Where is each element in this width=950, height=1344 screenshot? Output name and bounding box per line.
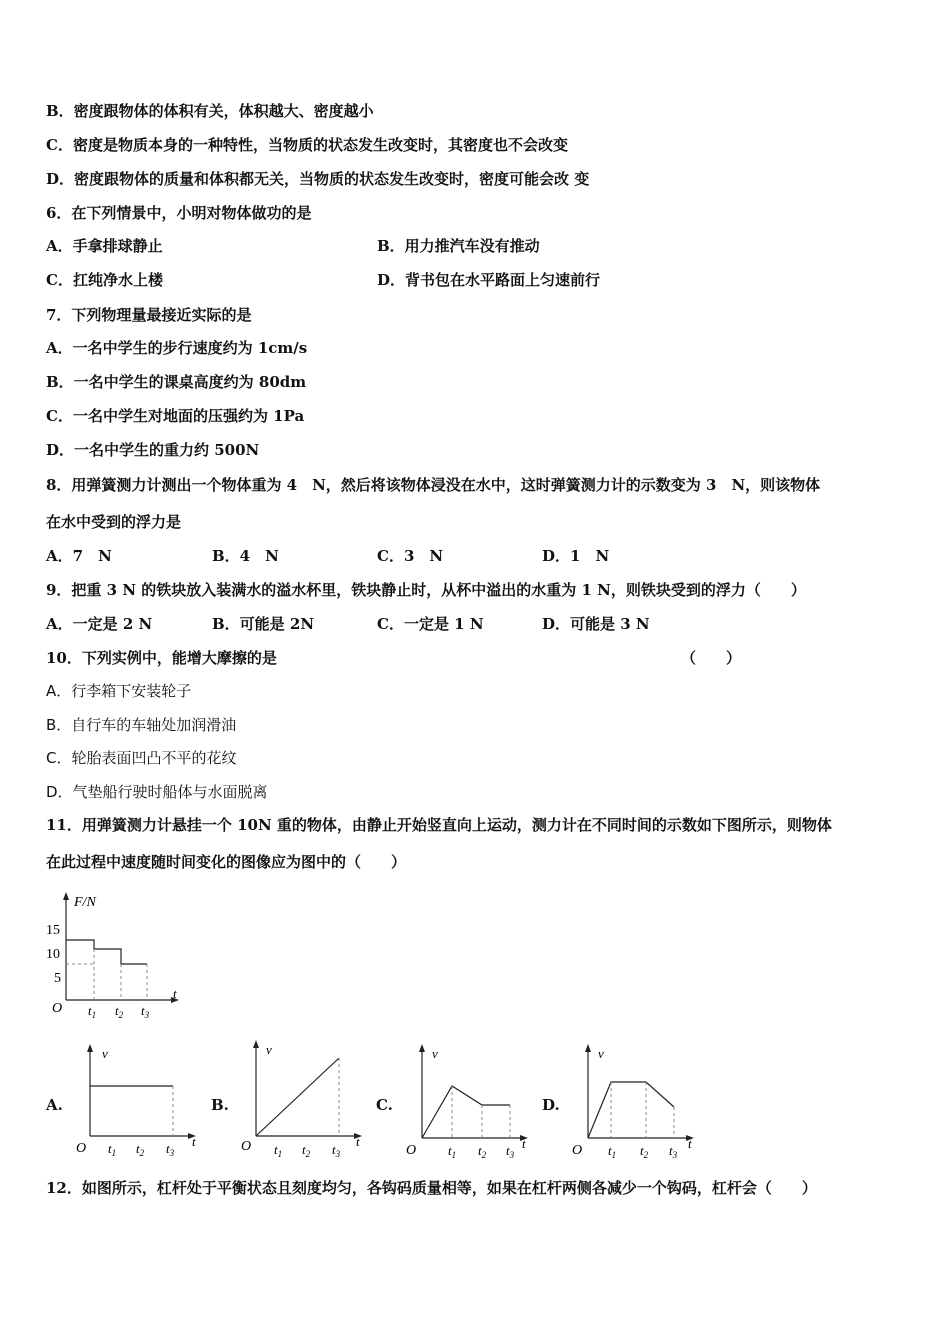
q8-stem-line1: 8．用弹簧测力计测出一个物体重为 4 N，然后将该物体浸没在水中，这时弹簧测力计的示数变为 3 N，则该物体: [46, 476, 821, 494]
velocity-graph-b[interactable]: [236, 1036, 371, 1165]
y-tick-5: 5: [54, 971, 61, 986]
q9-option-c: C．一定是 1 N: [377, 615, 484, 633]
q10-option-b: B．自行车的车轴处加润滑油: [46, 716, 237, 734]
velocity-curve: [256, 1058, 339, 1136]
y-axis-label: F/N: [74, 895, 96, 910]
x-axis-label: t: [173, 986, 177, 1001]
q9-option-d: D．可能是 3 N: [542, 615, 650, 633]
q5-option-d: D．密度跟物体的质量和体积都无关，当物质的状态发生改变时，密度可能会改 变: [46, 170, 590, 188]
t2-tick: $t_2$: [136, 1141, 145, 1158]
v-axis-label: v: [266, 1042, 272, 1057]
t3-tick: $t_3$: [506, 1143, 515, 1160]
q10-option-a: A．行李箱下安装轮子: [46, 682, 192, 700]
v-axis-arrow: [585, 1044, 591, 1052]
q8-option-d: D．1 N: [542, 547, 610, 565]
q7-option-c: C．一名中学生对地面的压强约为 1Pa: [46, 407, 305, 425]
y-tick-10: 10: [46, 947, 60, 962]
q7-option-d: D．一名中学生的重力约 500N: [46, 441, 260, 459]
origin-label: O: [406, 1143, 417, 1158]
q11-option-d-label: D.: [542, 1096, 560, 1114]
q11-stem-line1: 11．用弹簧测力计悬挂一个 10N 重的物体，由静止开始竖直向上运动，测力计在不同时间的示数如下图所示，则物体: [46, 816, 832, 834]
origin-label: O: [572, 1143, 583, 1158]
t1-tick: $t_1$: [88, 1003, 97, 1020]
t1-tick: $t_1$: [108, 1141, 117, 1158]
v-axis-arrow: [419, 1044, 425, 1052]
q6-option-a: A．手拿排球静止: [46, 237, 163, 255]
q8-option-c: C．3 N: [377, 547, 444, 565]
q6-option-b: B．用力推汽车没有推动: [377, 237, 540, 255]
q11-option-a-label: A.: [46, 1096, 63, 1114]
origin-label: O: [241, 1139, 252, 1154]
q8-stem-line2: 在水中受到的浮力是: [46, 513, 182, 531]
t2-tick: $t_2$: [115, 1003, 124, 1020]
velocity-curve: [422, 1086, 510, 1138]
t3-tick: $t_3$: [669, 1143, 678, 1160]
q7-stem: 7．下列物理量最接近实际的是: [46, 306, 252, 324]
q7-option-a: A．一名中学生的步行速度约为 1cm/s: [46, 339, 308, 357]
q5-option-c: C．密度是物质本身的一种特性，当物质的状态发生改变时，其密度也不会改变: [46, 136, 568, 154]
t1-tick: $t_1$: [448, 1143, 457, 1160]
y-axis-arrow: [63, 892, 69, 900]
q6-option-c: C．扛纯净水上楼: [46, 271, 163, 289]
v-axis-label: v: [432, 1046, 438, 1061]
q11-option-b-label: B.: [211, 1096, 229, 1114]
q10-stem: 10．下列实例中，能增大摩擦的是: [46, 649, 277, 667]
v-axis-arrow: [87, 1044, 93, 1052]
y-tick-15: 15: [46, 923, 60, 938]
force-time-graph: [40, 888, 190, 1023]
t-axis-label: t: [522, 1136, 526, 1151]
t3-tick: $t_3$: [166, 1141, 175, 1158]
velocity-graph-d[interactable]: [568, 1040, 703, 1165]
q11-option-c-label: C.: [376, 1096, 393, 1114]
t1-tick: $t_1$: [608, 1143, 617, 1160]
origin-label: O: [76, 1141, 87, 1156]
q10-option-c: C．轮胎表面凹凸不平的花纹: [46, 749, 237, 767]
q8-option-b: B．4 N: [212, 547, 279, 565]
t-axis-label: t: [192, 1134, 196, 1149]
q5-option-b: B．密度跟物体的体积有关，体积越大、密度越小: [46, 102, 374, 120]
q9-option-b: B．可能是 2N: [212, 615, 315, 633]
velocity-curve: [588, 1082, 674, 1138]
t3-tick: $t_3$: [141, 1003, 150, 1020]
t2-tick: $t_2$: [640, 1143, 649, 1160]
q12-stem: 12．如图所示，杠杆处于平衡状态且刻度均匀，各钩码质量相等，如果在杠杆两侧各减少一个钩码，杠杆会（ ）: [46, 1179, 817, 1197]
v-axis-arrow: [253, 1040, 259, 1048]
q10-option-d: D．气垫船行驶时船体与水面脱离: [46, 783, 268, 801]
origin-label: O: [52, 1001, 63, 1016]
t3-tick: $t_3$: [332, 1142, 341, 1159]
v-axis-label: v: [598, 1046, 604, 1061]
velocity-graph-c[interactable]: [402, 1040, 537, 1165]
q9-stem: 9．把重 3 N 的铁块放入装满水的溢水杯里，铁块静止时，从杯中溢出的水重为 1 N，则铁块受到的浮力（ ）: [46, 581, 806, 599]
t1-tick: $t_1$: [274, 1142, 283, 1159]
t2-tick: $t_2$: [302, 1142, 311, 1159]
q6-stem: 6．在下列情景中，小明对物体做功的是: [46, 204, 312, 222]
q10-answer-paren: （ ）: [681, 649, 742, 667]
q7-option-b: B．一名中学生的课桌高度约为 80dm: [46, 373, 307, 391]
q8-option-a: A．7 N: [46, 547, 112, 565]
velocity-graph-a[interactable]: [70, 1040, 205, 1165]
q9-option-a: A．一定是 2 N: [46, 615, 153, 633]
t-axis-label: t: [356, 1134, 360, 1149]
t2-tick: $t_2$: [478, 1143, 487, 1160]
force-step-line: [66, 940, 147, 964]
q11-stem-line2: 在此过程中速度随时间变化的图像应为图中的（ ）: [46, 853, 407, 871]
t-axis-label: t: [688, 1136, 692, 1151]
q6-option-d: D．背书包在水平路面上匀速前行: [377, 271, 601, 289]
v-axis-label: v: [102, 1046, 108, 1061]
